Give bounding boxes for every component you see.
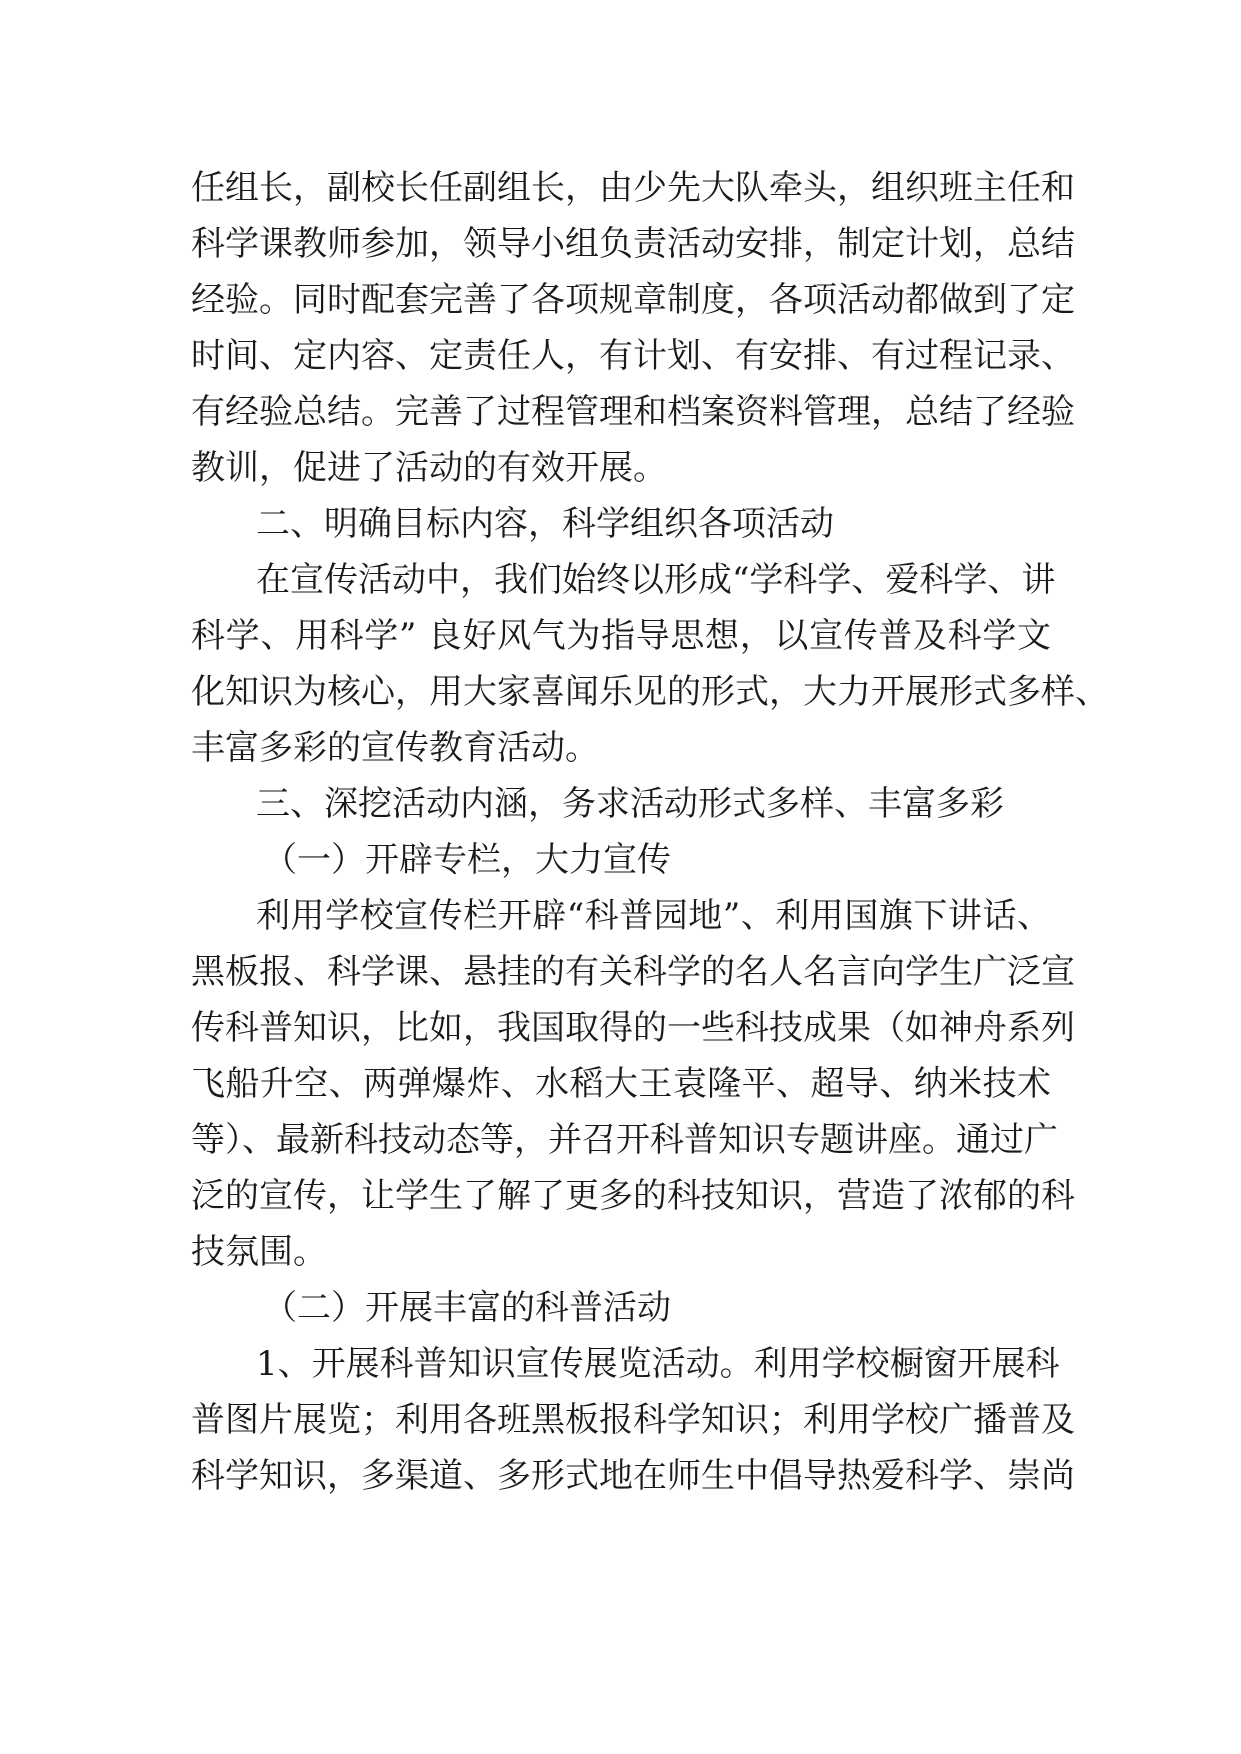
text-line: 1、开展科普知识宣传展览活动。利用学校橱窗开展科	[256, 1344, 1060, 1384]
text-line: 利用学校宣传栏开辟“科普园地”、利用国旗下讲话、	[256, 896, 1051, 936]
text-line: 时间、定内容、定责任人，有计划、有安排、有过程记录、	[191, 336, 1075, 376]
text-line: 教训，促进了活动的有效开展。	[191, 448, 667, 488]
paragraph-exhibition	[191, 1336, 1075, 1504]
text-line: 化知识为核心，用大家喜闻乐见的形式，大力开展形式多样、	[191, 672, 1109, 712]
text-line: 泛的宣传，让学生了解了更多的科技知识，营造了浓郁的科	[191, 1176, 1075, 1216]
text-line: 等）、最新科技动态等，并召开科普知识专题讲座。通过广	[191, 1120, 1058, 1160]
text-line: 有经验总结。完善了过程管理和档案资料管理，总结了经验	[191, 392, 1075, 432]
text-line: 科学知识，多渠道、多形式地在师生中倡导热爱科学、崇尚	[191, 1456, 1075, 1496]
paragraph-leadership	[191, 160, 1075, 496]
text-line: 传科普知识，比如，我国取得的一些科技成果（如神舟系列	[191, 1008, 1075, 1048]
document-body	[191, 160, 1109, 1504]
text-line: 科学课教师参加，领导小组负责活动安排，制定计划，总结	[191, 224, 1075, 264]
section-heading-2: 二、明确目标内容，科学组织各项活动	[256, 504, 834, 544]
text-line: 丰富多彩的宣传教育活动。	[191, 728, 599, 768]
subheading-activities: （二）开展丰富的科普活动	[263, 1288, 671, 1328]
paragraph-publicity	[191, 888, 1075, 1280]
text-line: 普图片展览；利用各班黑板报科学知识；利用学校广播普及	[191, 1400, 1075, 1440]
text-line: 经验。同时配套完善了各项规章制度，各项活动都做到了定	[191, 280, 1075, 320]
text-line: 黑板报、科学课、悬挂的有关科学的名人名言向学生广泛宣	[191, 952, 1075, 992]
subheading-column: （一）开辟专栏，大力宣传	[263, 840, 671, 880]
section-heading-3: 三、深挖活动内涵，务求活动形式多样、丰富多彩	[256, 784, 1004, 824]
text-line: 在宣传活动中，我们始终以形成“学科学、爱科学、讲	[256, 560, 1056, 600]
text-line: 科学、用科学” 良好风气为指导思想，以宣传普及科学文	[191, 616, 1051, 656]
text-line: 飞船升空、两弹爆炸、水稻大王袁隆平、超导、纳米技术	[191, 1064, 1051, 1104]
paragraph-goals	[191, 552, 1109, 776]
text-line: 技氛围。	[191, 1232, 327, 1272]
text-line: 任组长，副校长任副组长，由少先大队牵头，组织班主任和	[191, 168, 1075, 208]
